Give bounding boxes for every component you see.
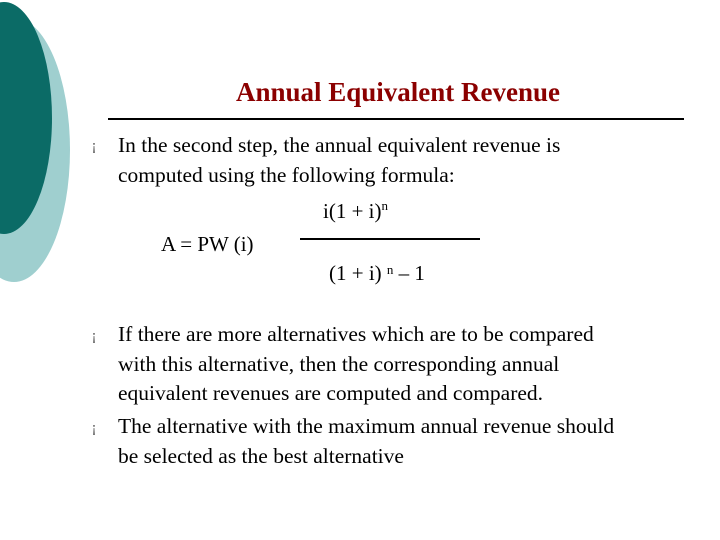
- denominator-exponent: n: [386, 262, 394, 277]
- denominator-base: (1 + i): [329, 261, 387, 285]
- decorative-teal-shapes: [0, 0, 90, 300]
- bullet-2-line-3: equivalent revenues are computed and compared.: [118, 381, 544, 405]
- fraction-bar: [300, 238, 480, 240]
- numerator-exponent: n: [381, 198, 388, 213]
- bullet-3-line-1: The alternative with the maximum annual revenue should: [118, 414, 615, 438]
- denominator-tail: – 1: [393, 261, 425, 285]
- bullet-2-line-2: with this alternative, then the corresponding annual: [118, 351, 560, 376]
- bullet-icon: ¡: [91, 420, 97, 436]
- bullet-3-line-2: be selected as the best alternative: [118, 443, 404, 468]
- bullet-icon: ¡: [91, 138, 97, 154]
- formula-numerator: [323, 199, 388, 223]
- slide-title: Annual Equivalent Revenue: [235, 77, 561, 107]
- bullet-2-line-1: If there are more alternatives which are to be compared: [118, 322, 594, 346]
- numerator-base: i(1 + i): [323, 199, 382, 223]
- bullet-icon: ¡: [91, 328, 97, 344]
- title-underline: [108, 118, 684, 120]
- formula-denominator: [329, 261, 425, 285]
- bullet-1-line-1: In the second step, the annual equivalent revenue is: [118, 133, 561, 157]
- bullet-3-text: [118, 412, 688, 471]
- bullet-1-text: [118, 131, 688, 190]
- bullet-2-text: [118, 320, 688, 409]
- bullet-1-line-2: computed using the following formula:: [118, 162, 455, 187]
- formula-lhs: A = PW (i): [161, 232, 254, 256]
